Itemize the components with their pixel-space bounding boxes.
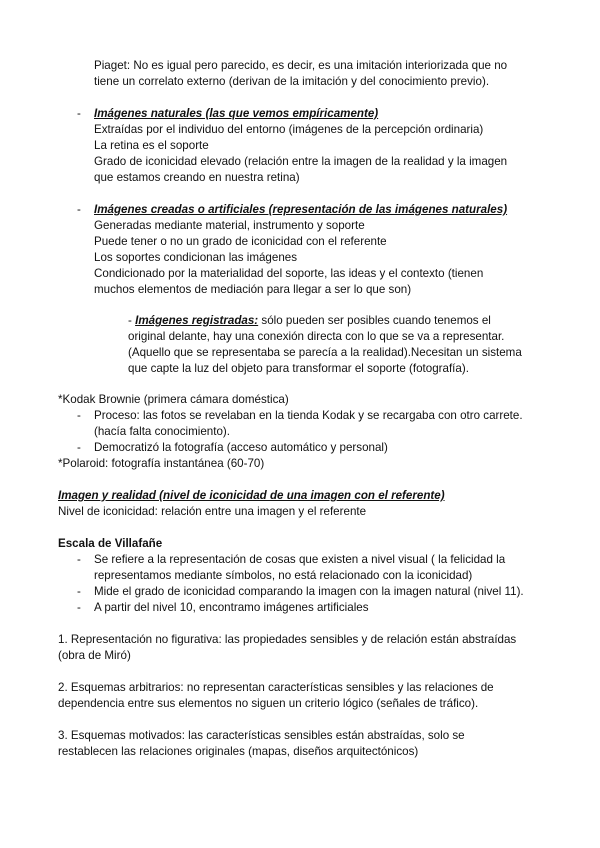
piaget-line-2: tiene un correlato externo (derivan de la imitación y del conocimiento previo). [94,75,490,88]
numbered-item-3-line-2: restablecen las relaciones originales (mapas, diseños arquitectónicos) [58,745,419,758]
naturales-line-1: Extraídas por el individuo del entorno (imágenes de la percepción ordinaria) [94,123,484,136]
bullet-dash: - [77,203,81,216]
villafane-item-2: Mide el grado de iconicidad comparando la imagen con la imagen natural (nivel 11). [94,585,524,598]
realidad-heading: Imagen y realidad (nivel de iconicidad de una imagen con el referente) [58,489,445,502]
kodak-item-2: Democratizó la fotografía (acceso automático y personal) [94,441,388,454]
bullet-dash: - [77,441,81,454]
polaroid-line: *Polaroid: fotografía instantánea (60-70) [58,457,265,470]
registradas-line-4: que capte la luz del objeto para transformar el soporte (fotografía). [128,362,469,375]
numbered-item-2-line-1: 2. Esquemas arbitrarios: no representan características sensibles y las relaciones de [58,681,494,694]
bullet-dash: - [77,107,81,120]
bullet-dash: - [77,553,81,566]
kodak-item-1-line-1: Proceso: las fotos se revelaban en la tienda Kodak y se recargaba con otro carrete. [94,409,523,422]
registradas-heading: Imágenes registradas: [135,314,259,327]
numbered-item-1-line-1: 1. Representación no figurativa: las propiedades sensibles y de relación están abstraídas [58,633,517,646]
creadas-line-5: muchos elementos de mediación para llegar a ser lo que son) [94,283,412,296]
bullet-dash: - [77,585,81,598]
villafane-item-1-line-2: representamos mediante símbolos, no está relacionado con la iconicidad) [94,569,473,582]
registradas-line-1 [128,313,491,329]
registradas-line-2: original delante, hay una conexión directa con lo que se va a representar. [128,330,505,343]
kodak-item-1-line-2: (hacía falta conocimiento). [94,425,230,438]
numbered-item-1-line-2: (obra de Miró) [58,649,131,662]
naturales-line-2: La retina es el soporte [94,139,209,152]
registradas-prefix: - [128,314,136,327]
naturales-line-4: que estamos creando en nuestra retina) [94,171,300,184]
piaget-line-1: Piaget: No es igual pero parecido, es decir, es una imitación interiorizada que no [94,59,508,72]
kodak-title: *Kodak Brownie (primera cámara doméstica) [58,393,289,406]
creadas-line-1: Generadas mediante material, instrumento y soporte [94,219,365,232]
creadas-line-4: Condicionado por la materialidad del soporte, las ideas y el contexto (tienen [94,267,484,280]
numbered-item-2-line-2: dependencia entre sus elementos no siguen un criterio lógico (señales de tráfico). [58,697,479,710]
villafane-heading: Escala de Villafañe [58,537,163,550]
villafane-item-3: A partir del nivel 10, encontramo imágenes artificiales [94,601,369,614]
bullet-dash: - [77,601,81,614]
bullet-dash: - [77,409,81,422]
numbered-item-3-line-1: 3. Esquemas motivados: las características sensibles están abstraídas, solo se [58,729,465,742]
villafane-item-1-line-1: Se refiere a la representación de cosas que existen a nivel visual ( la felicidad la [94,553,506,566]
naturales-line-3: Grado de iconicidad elevado (relación entre la imagen de la realidad y la imagen [94,155,508,168]
registradas-line-3: (Aquello que se representaba se parecía a la realidad).Necesitan un sistema [128,346,522,359]
creadas-line-3: Los soportes condicionan las imágenes [94,251,298,264]
realidad-line: Nivel de iconicidad: relación entre una imagen y el referente [58,505,367,518]
naturales-heading: Imágenes naturales (las que vemos empíricamente) [94,107,379,120]
creadas-line-2: Puede tener o no un grado de iconicidad con el referente [94,235,387,248]
creadas-heading: Imágenes creadas o artificiales (representación de las imágenes naturales) [94,203,508,216]
registradas-line-1-rest: sólo pueden ser posibles cuando tenemos el [258,314,491,327]
